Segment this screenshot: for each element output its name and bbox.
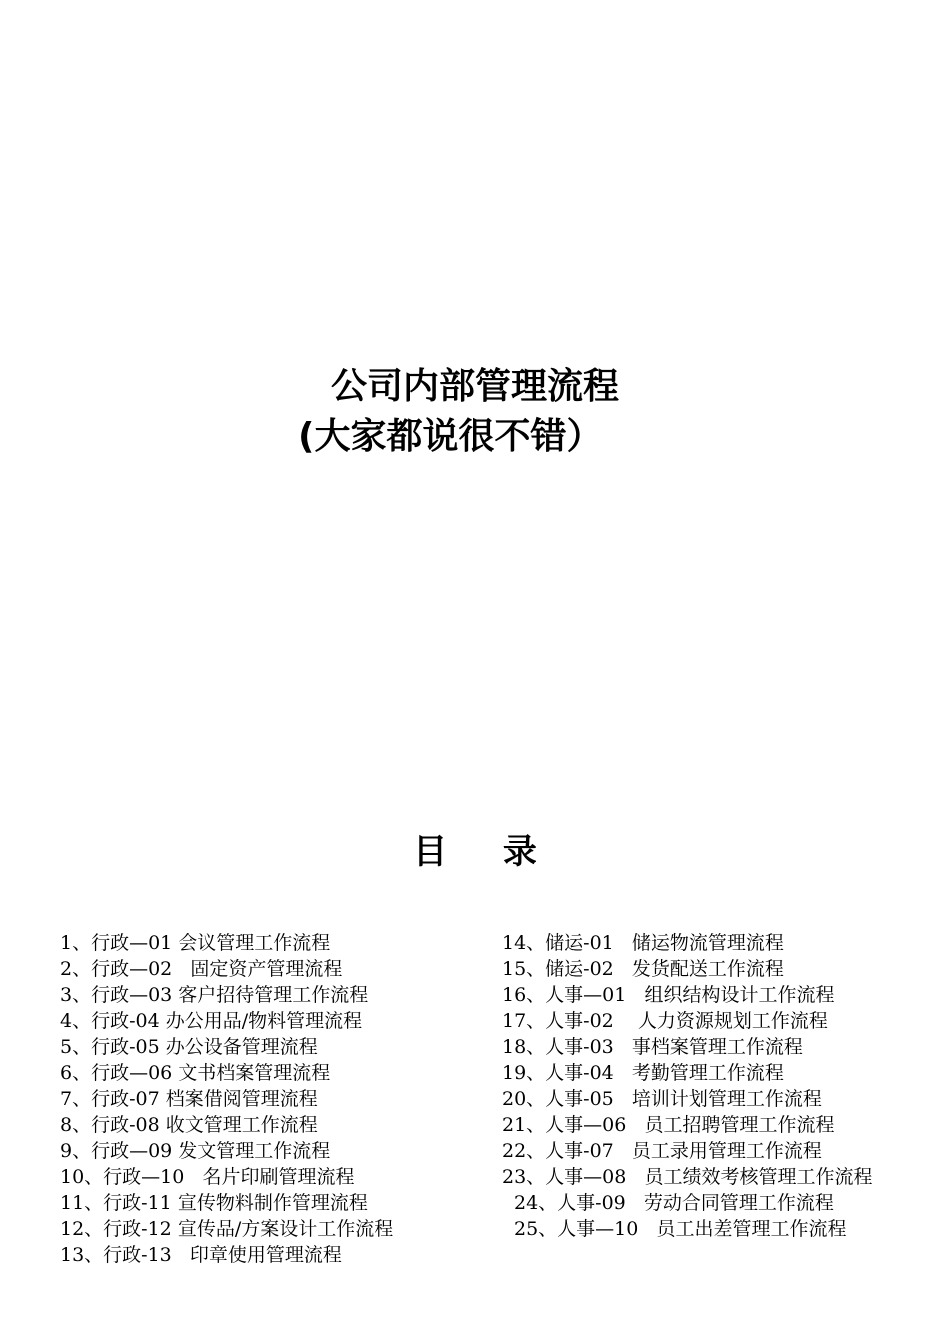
toc-item[interactable]: 20、人事-05 培训计划管理工作流程 [502, 1088, 822, 1110]
toc-item[interactable]: 5、行政-05 办公设备管理流程 [60, 1036, 318, 1058]
title-block [0, 362, 950, 462]
toc-item[interactable]: 4、行政-04 办公用品/物料管理流程 [60, 1010, 363, 1032]
toc-item[interactable]: 23、人事—08 员工绩效考核管理工作流程 [502, 1166, 873, 1188]
toc-item[interactable]: 9、行政—09 发文管理工作流程 [60, 1140, 331, 1162]
toc-item[interactable]: 15、储运-02 发货配送工作流程 [502, 958, 784, 980]
toc-item[interactable]: 16、人事—01 组织结构设计工作流程 [502, 984, 835, 1006]
toc-item[interactable]: 24、人事-09 劳动合同管理工作流程 [514, 1192, 834, 1214]
document-title: 公司内部管理流程 [330, 366, 619, 407]
toc-item[interactable]: 19、人事-04 考勤管理工作流程 [502, 1062, 784, 1084]
toc-item[interactable]: 22、人事-07 员工录用管理工作流程 [502, 1140, 822, 1162]
toc-item[interactable]: 17、人事-02 人力资源规划工作流程 [502, 1010, 828, 1032]
toc-item[interactable]: 12、行政-12 宣传品/方案设计工作流程 [60, 1218, 394, 1240]
toc-right-column [502, 930, 942, 1242]
toc-item[interactable]: 8、行政-08 收文管理工作流程 [60, 1114, 318, 1136]
toc-item[interactable]: 2、行政—02 固定资产管理流程 [60, 958, 343, 980]
toc-item[interactable]: 11、行政-11 宣传物料制作管理流程 [60, 1192, 368, 1214]
toc-item[interactable]: 21、人事—06 员工招聘管理工作流程 [502, 1114, 835, 1136]
toc-item[interactable]: 10、行政—10 名片印刷管理流程 [60, 1166, 355, 1188]
toc-heading: 目 录 [413, 832, 559, 872]
toc-item[interactable]: 13、行政-13 印章使用管理流程 [60, 1244, 342, 1266]
toc-item[interactable]: 3、行政—03 客户招待管理工作流程 [60, 984, 369, 1006]
toc-item[interactable]: 6、行政—06 文书档案管理流程 [60, 1062, 331, 1084]
toc-item[interactable]: 18、人事-03 事档案管理工作流程 [502, 1036, 803, 1058]
toc-item[interactable]: 14、储运-01 储运物流管理流程 [502, 932, 784, 954]
toc-item[interactable]: 25、人事—10 员工出差管理工作流程 [514, 1218, 847, 1240]
toc-left-column [60, 930, 490, 1268]
toc-item[interactable]: 7、行政-07 档案借阅管理流程 [60, 1088, 318, 1110]
toc-item[interactable]: 1、行政—01 会议管理工作流程 [60, 932, 331, 954]
document-subtitle: (大家都说很不错） [298, 416, 603, 457]
